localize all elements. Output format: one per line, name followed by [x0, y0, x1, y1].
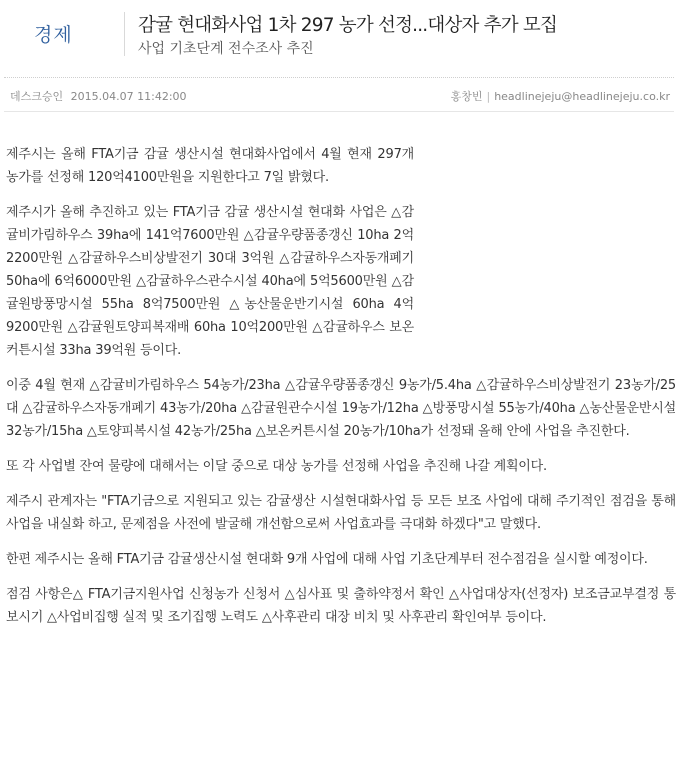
- article-meta-bar: [4, 77, 674, 112]
- article-paragraph: 한편 제주시는 올해 FTA기금 감귤생산시설 현대화 9개 사업에 대해 사업 기초단계부터 전수점검을 실시할 예정이다.: [6, 552, 648, 567]
- article-body: [6, 143, 676, 641]
- article-paragraph: 제주시는 올해 FTA기금 감귤 생산시설 현대화사업에서 4월 현재 297개 농가를 선정해 120억4100만원을 지원한다고 7일 밝혔다.: [6, 147, 414, 185]
- publish-datetime: 2015.04.07 11:42:00: [70, 90, 187, 103]
- article-header: [0, 0, 683, 66]
- article-paragraph: 점검 사항은△ FTA기금지원사업 신청농가 신청서 △심사표 및 출하약정서 확인 △사업대상자(선정자) 보조금교부결정 통보시기 △사업비집행 실적 및 조기집행 노력도 △사후관리 대장 비치 및 사후관리 확인여부 등이다.: [6, 587, 676, 625]
- publish-info: [10, 88, 187, 104]
- author-email-link[interactable]: headlinejeju@headlinejeju.co.kr: [494, 90, 670, 103]
- approval-label: 데스크승인: [10, 90, 64, 103]
- author-name: 홍창빈: [450, 90, 483, 103]
- section-label[interactable]: 경제: [34, 24, 73, 46]
- article-paragraph: 이중 4월 현재 △감귤비가림하우스 54농가/23ha △감귤우량품종갱신 9농가/5.4ha △감귤하우스비상발전기 23농가/25대 △감귤하우스자동개폐기 43농가/20ha △감귤원관수시설 19농가/12ha △방풍망시설 55농가/40ha △농산물운반시설 32농가/15ha △토양피복시설 42농가/25ha △보온커튼시설 20농가/10ha가 선정돼 올해 안에 사업을 추진한다.: [6, 378, 676, 439]
- article-headline: 감귤 현대화사업 1차 297 농가 선정...대상자 추가 모집: [138, 15, 558, 36]
- byline-separator: |: [486, 90, 491, 103]
- article-subheadline: 사업 기초단계 전수조사 추진: [138, 41, 314, 57]
- byline: [451, 88, 670, 104]
- article-paragraph: 또 각 사업별 잔여 물량에 대해서는 이달 중으로 대상 농가를 선정해 사업을 추진해 나갈 계획이다.: [6, 459, 547, 474]
- header-divider: [124, 12, 125, 56]
- article-paragraph: 제주시 관계자는 "FTA기금으로 지원되고 있는 감귤생산 시설현대화사업 등 모든 보조 사업에 대해 주기적인 점검을 통해 사업을 내실화 하고, 문제점을 사전에 발굴해 개선함으로써 사업효과를 극대화 하겠다"고 말했다.: [6, 494, 676, 532]
- article-paragraph: 제주시가 올해 추진하고 있는 FTA기금 감귤 생산시설 현대화 사업은 △감귤비가림하우스 39ha에 141억7600만원 △감귤우량품종갱신 10ha 2억2200만원 △감귤하우스비상발전기 30대 3억원 △감귤하우스자동개폐기 50ha에 6억6000만원 △감귤하우스관수시설 40ha에 5억5600만원 △감귤원방풍망시설 55ha 8억7500만원 △농산물운반기시설 60ha 4억9200만원 △감귤원토양피복재배 60ha 10억200만원 △감귤하우스 보온커튼시설 33ha 39억원 등이다.: [6, 205, 414, 358]
